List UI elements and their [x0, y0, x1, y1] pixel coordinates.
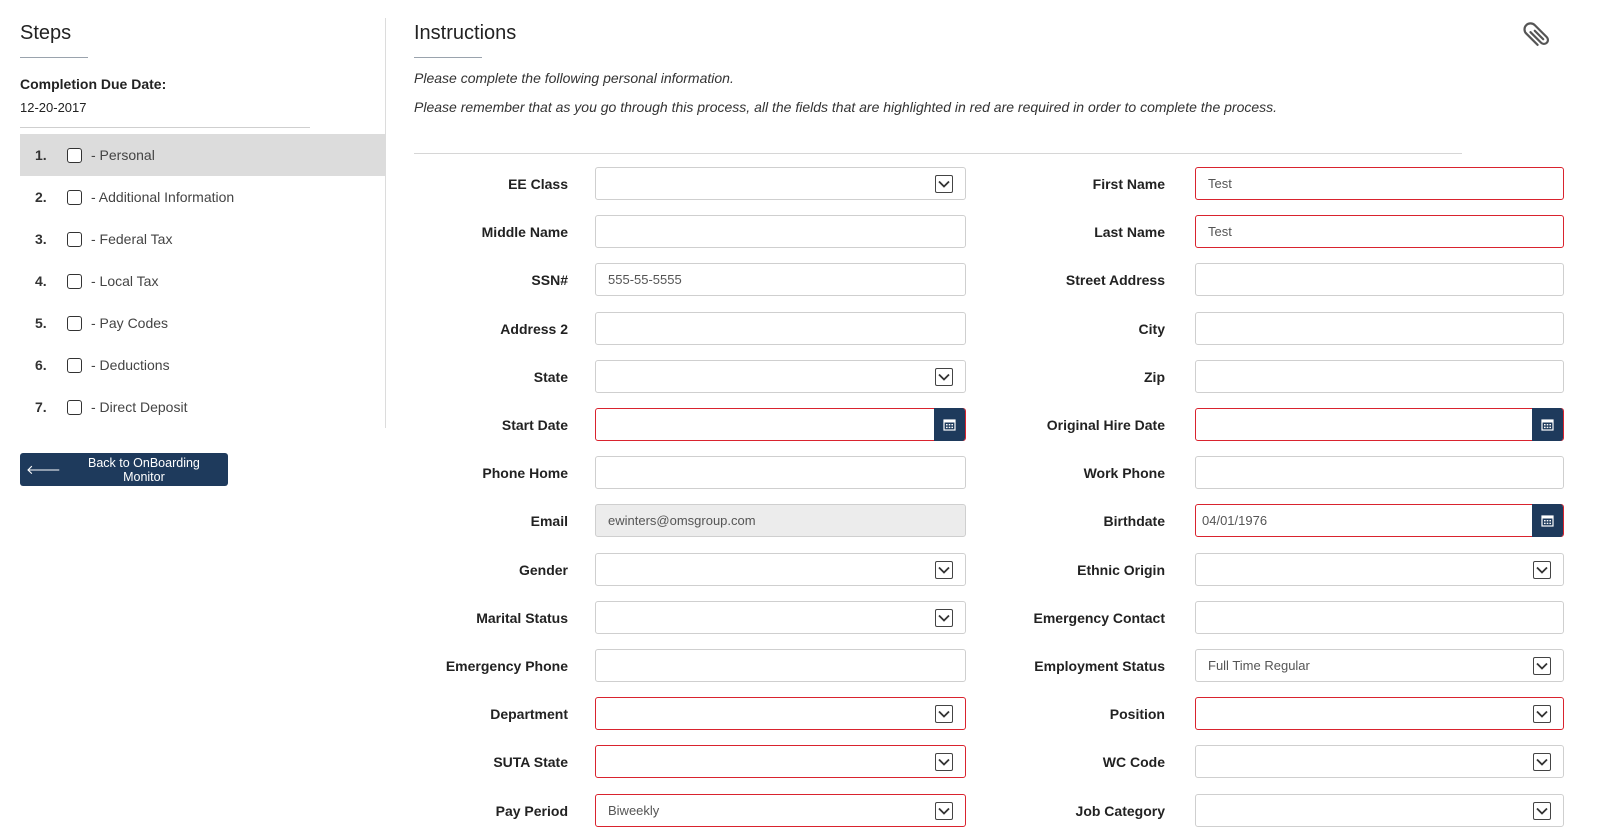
email-input	[608, 513, 965, 528]
instruction-text-1: Please complete the following personal information.	[414, 70, 734, 86]
page-title: Instructions	[414, 22, 517, 44]
chevron-down-icon[interactable]	[935, 561, 953, 579]
first-name-row	[980, 167, 1165, 200]
position-label: Position	[1109, 705, 1165, 722]
work-phone-input[interactable]	[1208, 465, 1563, 480]
emergency-phone-field[interactable]	[595, 649, 966, 682]
ssn-row	[388, 263, 568, 296]
start-date-input[interactable]	[602, 417, 965, 432]
calendar-icon[interactable]	[1532, 408, 1563, 441]
gender-label: Gender	[518, 561, 568, 578]
checkbox-icon[interactable]	[67, 190, 82, 205]
divider	[20, 127, 310, 128]
start-date-date-field[interactable]	[595, 408, 966, 441]
chevron-down-icon[interactable]	[1533, 753, 1551, 771]
job-category-select[interactable]	[1195, 794, 1564, 827]
pay-period-label: Pay Period	[495, 802, 568, 819]
last-name-label: Last Name	[1094, 223, 1165, 240]
department-select[interactable]	[595, 697, 966, 730]
step-label: - Pay Codes	[91, 315, 169, 331]
employment-status-row	[980, 649, 1165, 682]
emergency-contact-field[interactable]	[1195, 601, 1564, 634]
ssn-input[interactable]	[608, 272, 965, 287]
step-number: 2.	[35, 189, 47, 205]
step-label: - Direct Deposit	[91, 399, 188, 415]
chevron-down-icon[interactable]	[1533, 561, 1551, 579]
ethnic-origin-label: Ethnic Origin	[1077, 561, 1165, 578]
employment-status-value: Full Time Regular	[1208, 658, 1310, 673]
start-date-row	[388, 408, 568, 441]
emergency-phone-label: Emergency Phone	[445, 657, 568, 674]
step-label: - Additional Information	[91, 189, 235, 205]
street-address-field[interactable]	[1195, 263, 1564, 296]
middle-name-row	[388, 215, 568, 248]
original-hire-date-input[interactable]	[1202, 417, 1563, 432]
chevron-down-icon[interactable]	[935, 609, 953, 627]
email-row	[388, 504, 568, 537]
step-number: 7.	[35, 399, 47, 415]
step-item[interactable]	[20, 302, 385, 344]
instructions-panel	[414, 18, 1584, 115]
step-number: 1.	[35, 147, 47, 163]
phone-home-label: Phone Home	[482, 464, 568, 481]
steps-sidebar	[20, 18, 386, 428]
chevron-down-icon[interactable]	[935, 368, 953, 386]
street-address-row	[980, 263, 1165, 296]
pay-period-select[interactable]	[595, 794, 966, 827]
address-2-row	[388, 312, 568, 345]
checkbox-icon[interactable]	[67, 148, 82, 163]
street-address-label: Street Address	[1065, 271, 1165, 288]
phone-home-field[interactable]	[595, 456, 966, 489]
step-item[interactable]	[20, 344, 385, 386]
section-divider	[414, 153, 1462, 154]
step-item[interactable]	[20, 260, 385, 302]
street-address-input[interactable]	[1208, 272, 1563, 287]
emergency-phone-row	[388, 649, 568, 682]
pay-period-value: Biweekly	[608, 803, 660, 818]
last-name-input[interactable]	[1208, 224, 1563, 239]
email-field	[595, 504, 966, 537]
email-label: Email	[530, 512, 568, 529]
marital-status-row	[388, 601, 568, 634]
birthdate-date-field[interactable]	[1195, 504, 1564, 537]
position-select[interactable]	[1195, 697, 1564, 730]
first-name-input[interactable]	[1208, 176, 1563, 191]
department-label: Department	[490, 705, 568, 722]
ee-class-row	[388, 167, 568, 200]
suta-state-row	[388, 745, 568, 778]
state-label: State	[533, 368, 568, 385]
state-select[interactable]	[595, 360, 966, 393]
ee-class-select[interactable]	[595, 167, 966, 200]
phone-home-input[interactable]	[608, 465, 965, 480]
city-row	[980, 312, 1165, 345]
ssn-label: SSN#	[531, 271, 568, 288]
city-label: City	[1138, 320, 1165, 337]
chevron-down-icon[interactable]	[935, 175, 953, 193]
first-name-label: First Name	[1092, 175, 1165, 192]
step-label: - Local Tax	[91, 273, 159, 289]
zip-input[interactable]	[1208, 369, 1563, 384]
checkbox-icon[interactable]	[67, 358, 82, 373]
step-number: 3.	[35, 231, 47, 247]
back-button-label: Back to OnBoarding Monitor	[88, 455, 200, 484]
suta-state-select[interactable]	[595, 745, 966, 778]
chevron-down-icon[interactable]	[1533, 802, 1551, 820]
step-item[interactable]	[20, 386, 385, 428]
job-category-label: Job Category	[1075, 802, 1165, 819]
ethnic-origin-row	[980, 553, 1165, 586]
paperclip-icon[interactable]	[1522, 18, 1556, 52]
city-input[interactable]	[1208, 321, 1563, 336]
emergency-contact-row	[980, 601, 1165, 634]
ethnic-origin-select[interactable]	[1195, 553, 1564, 586]
chevron-down-icon[interactable]	[1533, 705, 1551, 723]
work-phone-field[interactable]	[1195, 456, 1564, 489]
employment-status-label: Employment Status	[1034, 657, 1165, 674]
zip-field[interactable]	[1195, 360, 1564, 393]
city-field[interactable]	[1195, 312, 1564, 345]
step-item[interactable]	[20, 176, 385, 218]
emergency-contact-input[interactable]	[1208, 610, 1563, 625]
chevron-down-icon[interactable]	[935, 753, 953, 771]
gender-row	[388, 553, 568, 586]
address-2-label: Address 2	[500, 320, 568, 337]
step-label: - Personal	[91, 147, 155, 163]
step-number: 4.	[35, 273, 47, 289]
ee-class-label: EE Class	[508, 175, 568, 192]
wc-code-label: WC Code	[1102, 753, 1165, 770]
state-row	[388, 360, 568, 393]
checkbox-icon[interactable]	[67, 274, 82, 289]
birthdate-input[interactable]	[1202, 513, 1563, 528]
calendar-icon[interactable]	[1532, 504, 1563, 537]
chevron-down-icon[interactable]	[935, 802, 953, 820]
last-name-row	[980, 215, 1165, 248]
employment-status-select[interactable]	[1195, 649, 1564, 682]
work-phone-row	[980, 456, 1165, 489]
birthdate-row	[980, 504, 1165, 537]
steps-title: Steps	[20, 22, 72, 44]
original-hire-date-date-field[interactable]	[1195, 408, 1564, 441]
department-row	[388, 697, 568, 730]
original-hire-date-label: Original Hire Date	[1046, 416, 1165, 433]
chevron-down-icon[interactable]	[1533, 657, 1551, 675]
wc-code-row	[980, 745, 1165, 778]
due-date-value: 12-20-2017	[20, 100, 87, 115]
zip-row	[980, 360, 1165, 393]
address-2-input[interactable]	[608, 321, 965, 336]
last-name-field[interactable]	[1195, 215, 1564, 248]
step-number: 5.	[35, 315, 47, 331]
step-label: - Deductions	[91, 357, 170, 373]
middle-name-label: Middle Name	[481, 223, 568, 240]
title-underline	[414, 57, 482, 58]
back-to-onboarding-button[interactable]	[20, 453, 228, 486]
gender-select[interactable]	[595, 553, 966, 586]
emergency-phone-input[interactable]	[608, 658, 965, 673]
suta-state-label: SUTA State	[493, 753, 568, 770]
pay-period-row	[388, 794, 568, 827]
arrow-left-icon: 🡐	[26, 461, 61, 477]
address-2-field[interactable]	[595, 312, 966, 345]
phone-home-row	[388, 456, 568, 489]
start-date-label: Start Date	[501, 416, 568, 433]
checkbox-icon[interactable]	[67, 316, 82, 331]
chevron-down-icon[interactable]	[935, 705, 953, 723]
position-row	[980, 697, 1165, 730]
birthdate-label: Birthdate	[1103, 512, 1165, 529]
marital-status-select[interactable]	[595, 601, 966, 634]
title-underline	[20, 57, 88, 58]
middle-name-input[interactable]	[608, 224, 965, 239]
step-label: - Federal Tax	[91, 231, 173, 247]
job-category-row	[980, 794, 1165, 827]
zip-label: Zip	[1144, 368, 1165, 385]
marital-status-label: Marital Status	[476, 609, 568, 626]
step-item[interactable]	[20, 218, 385, 260]
ssn-field[interactable]	[595, 263, 966, 296]
step-number: 6.	[35, 357, 47, 373]
instruction-text-2: Please remember that as you go through this process, all the fields that are highlighted in red are required in order to complete the process.	[414, 99, 1278, 115]
middle-name-field[interactable]	[595, 215, 966, 248]
wc-code-select[interactable]	[1195, 745, 1564, 778]
checkbox-icon[interactable]	[67, 232, 82, 247]
calendar-icon[interactable]	[934, 408, 965, 441]
work-phone-label: Work Phone	[1083, 464, 1165, 481]
due-date-label: Completion Due Date:	[20, 76, 167, 92]
first-name-field[interactable]	[1195, 167, 1564, 200]
steps-list	[20, 134, 385, 428]
emergency-contact-label: Emergency Contact	[1033, 609, 1165, 626]
checkbox-icon[interactable]	[67, 400, 82, 415]
step-item[interactable]	[20, 134, 385, 176]
original-hire-date-row	[980, 408, 1165, 441]
